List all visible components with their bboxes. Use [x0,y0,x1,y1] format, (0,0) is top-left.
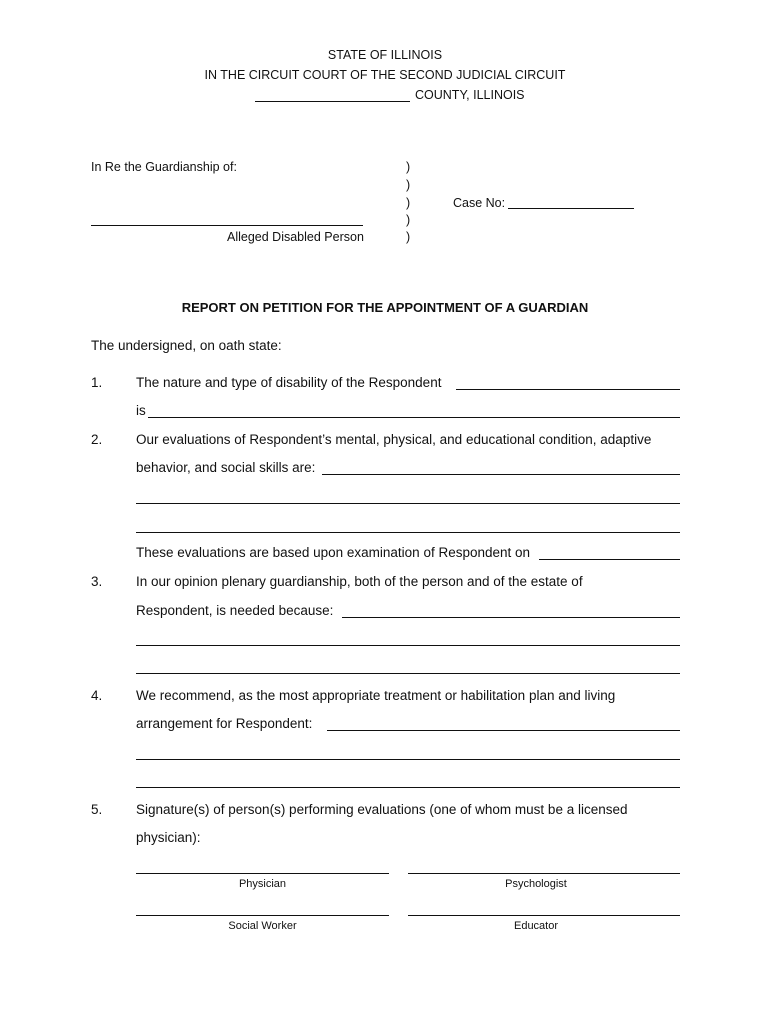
educator-label: Educator [513,920,559,932]
item-4-text: We recommend, as the most appropriate treatment or habilitation plan and living [136,688,616,703]
item-3-line-b[interactable] [136,645,680,646]
alleged-disabled-label: Alleged Disabled Person [227,230,364,244]
item-1-line-b[interactable] [148,417,680,418]
intro-text: The undersigned, on oath state: [91,338,282,353]
caption-paren-3: ) [406,196,411,210]
item-3-line-a[interactable] [342,617,680,618]
physician-label: Physician [238,878,287,890]
caption-paren-2: ) [406,178,411,192]
item-1-number: 1. [91,375,103,390]
item-3-text: In our opinion plenary guardianship, both of the person and of the estate of [136,574,583,589]
psychologist-signature-line[interactable] [408,873,680,874]
item-5-number: 5. [91,802,103,817]
item-2-date-line[interactable] [539,559,680,560]
item-2-text-c: These evaluations are based upon examination of Respondent on [136,545,531,560]
item-4-line-a[interactable] [327,730,680,731]
item-1-text-b: is [136,403,146,418]
item-2-number: 2. [91,432,103,447]
item-2-line-c[interactable] [136,532,680,533]
physician-signature-line[interactable] [136,873,389,874]
header-court: IN THE CIRCUIT COURT OF THE SECOND JUDICIAL CIRCUIT [204,68,566,82]
county-blank-line[interactable] [255,101,410,102]
item-1-line-a[interactable] [456,389,680,390]
item-1-text: The nature and type of disability of the Respondent [136,375,442,390]
item-2-line-b[interactable] [136,503,680,504]
educator-signature-line[interactable] [408,915,680,916]
social-worker-signature-line[interactable] [136,915,389,916]
item-2-text-b: behavior, and social skills are: [136,460,316,475]
caption-paren-4: ) [406,213,411,227]
item-2-text: Our evaluations of Respondent’s mental, physical, and educational condition, adaptive [136,432,652,447]
item-3-number: 3. [91,574,103,589]
item-2-line-a[interactable] [322,474,680,475]
item-4-line-b[interactable] [136,759,680,760]
respondent-name-line[interactable] [91,225,363,226]
case-no-line[interactable] [508,208,634,209]
item-3-line-c[interactable] [136,673,680,674]
item-4-text-b: arrangement for Respondent: [136,716,313,731]
item-3-text-b: Respondent, is needed because: [136,603,334,618]
report-title: REPORT ON PETITION FOR THE APPOINTMENT OF A GUARDIAN [181,300,589,315]
header-county: COUNTY, ILLINOIS [415,88,525,102]
psychologist-label: Psychologist [505,878,567,890]
item-5-text: Signature(s) of person(s) performing evaluations (one of whom must be a licensed [136,802,628,817]
social-worker-label: Social Worker [228,920,297,932]
caption-paren-1: ) [406,160,411,174]
item-4-number: 4. [91,688,103,703]
item-4-line-c[interactable] [136,787,680,788]
case-no-label: Case No: [453,196,506,210]
item-5-text-b: physician): [136,830,201,845]
in-re-label: In Re the Guardianship of: [91,160,237,174]
caption-paren-5: ) [406,230,411,244]
header-state: STATE OF ILLINOIS [327,48,443,62]
